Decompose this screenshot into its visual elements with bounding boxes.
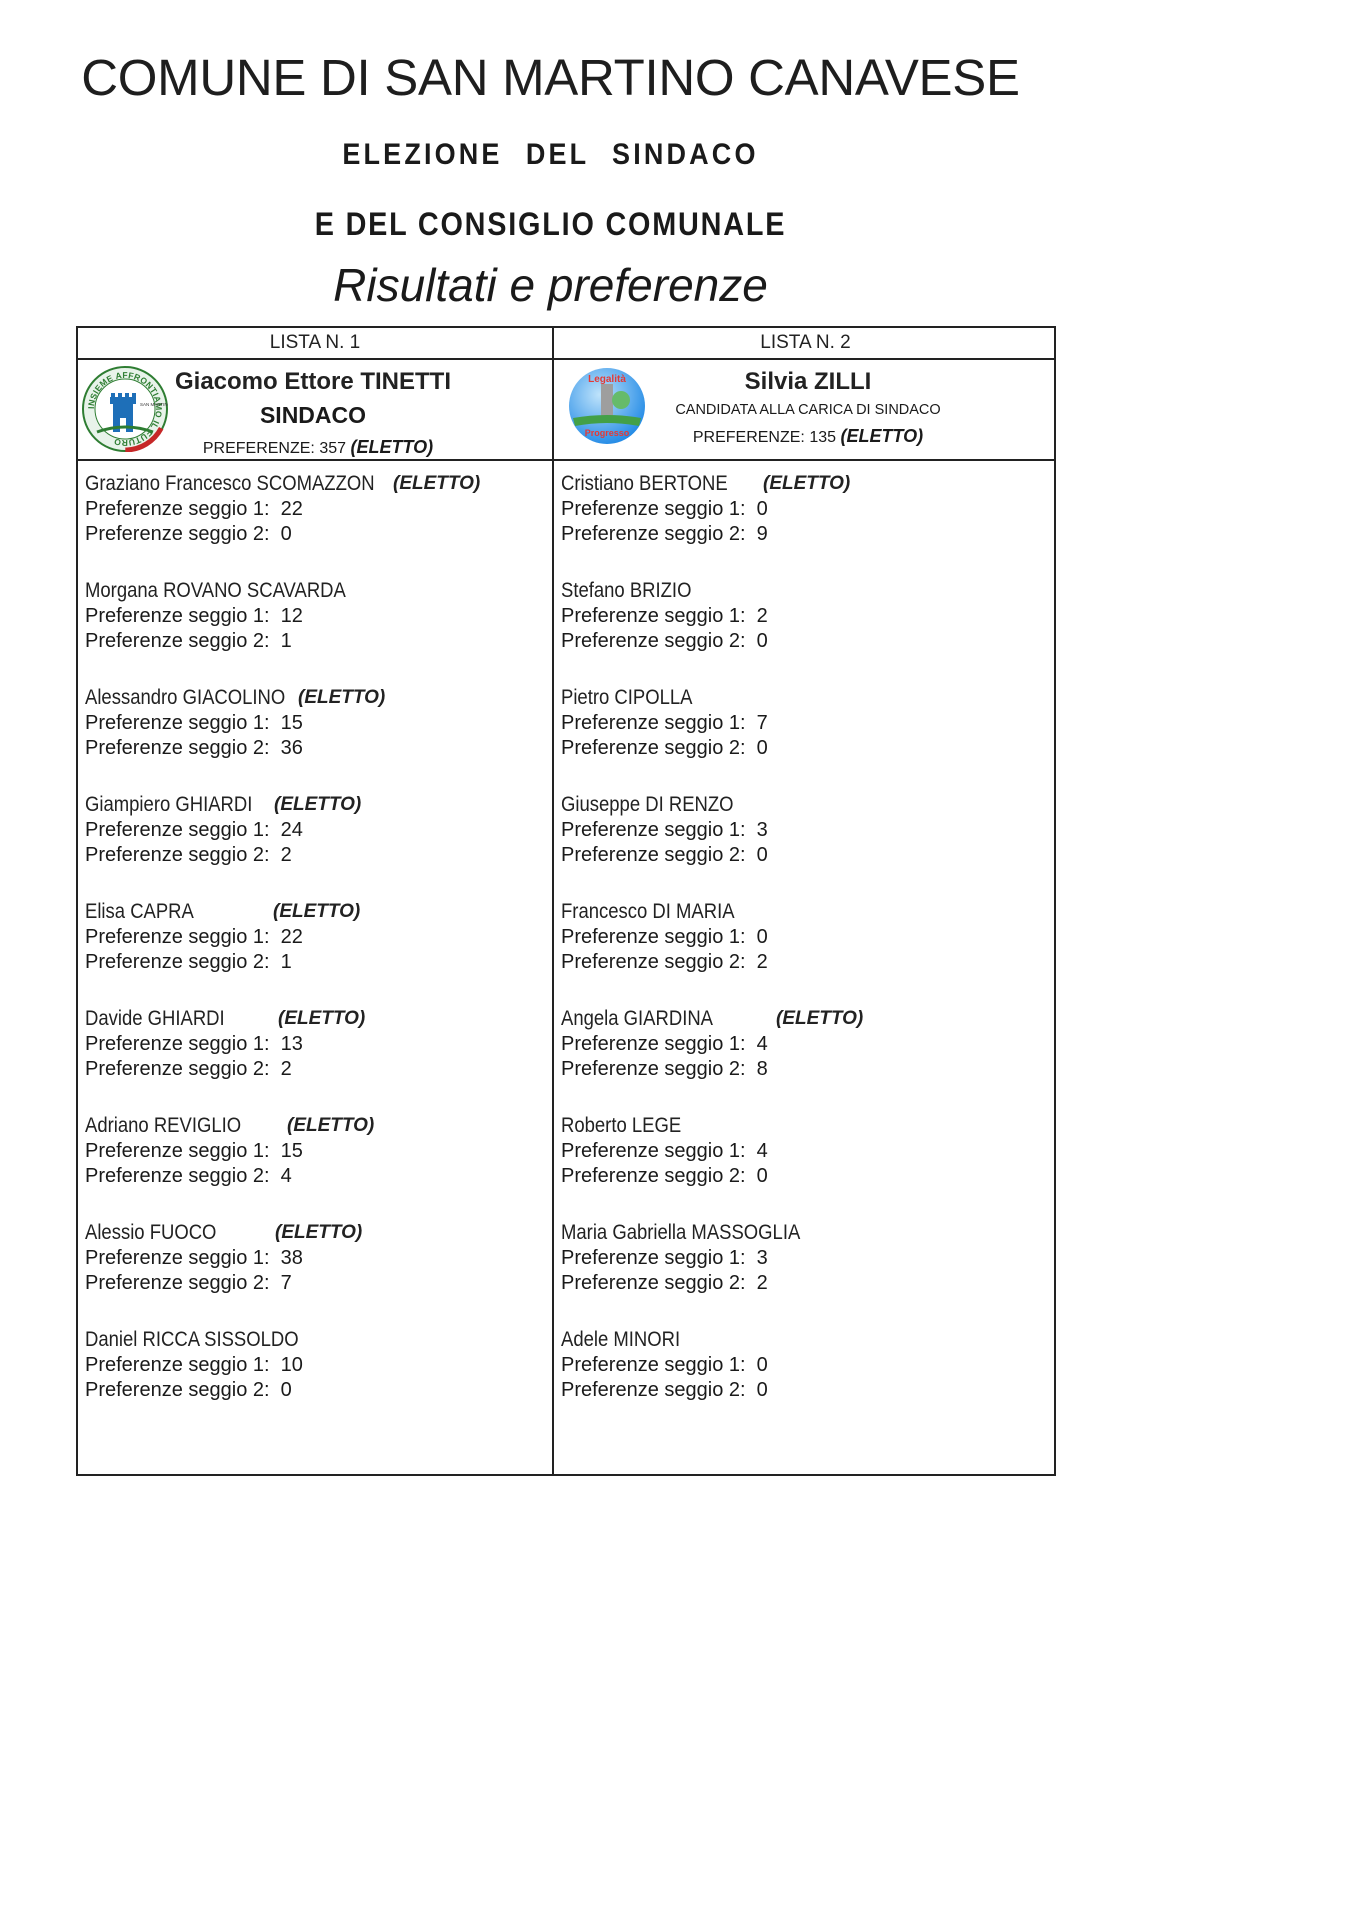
consigliere-entry bbox=[85, 471, 545, 578]
lista-2-preferenze bbox=[663, 426, 953, 447]
consigliere-name: Elisa CAPRA bbox=[85, 900, 194, 923]
consigliere-entry bbox=[85, 1220, 545, 1327]
consigliere-entry bbox=[561, 792, 1051, 899]
eletto-badge: (ELETTO) bbox=[776, 1008, 864, 1029]
consigliere-name-row bbox=[85, 1006, 545, 1032]
legalita-progresso-emblem-icon bbox=[567, 366, 647, 446]
svg-text:Progresso: Progresso bbox=[584, 428, 630, 438]
consigliere-name: Francesco DI MARIA bbox=[561, 900, 735, 923]
preferenze-seggio1: Preferenze seggio 1: 24 bbox=[85, 819, 303, 841]
consigliere-name-row bbox=[561, 792, 1051, 818]
consigliere-name-row bbox=[85, 792, 545, 818]
consigliere-name-row bbox=[561, 899, 1051, 925]
lista-1-preferenze bbox=[198, 437, 438, 458]
preferenze-seggio2: Preferenze seggio 2: 0 bbox=[561, 844, 768, 866]
consigliere-entry bbox=[561, 1006, 1051, 1113]
lista-2-consiglieri bbox=[561, 471, 1051, 1434]
preferenze-seggio1: Preferenze seggio 1: 15 bbox=[85, 1140, 303, 1162]
consigliere-name: Daniel RICCA SISSOLDO bbox=[85, 1328, 299, 1351]
preferenze-seggio1: Preferenze seggio 1: 4 bbox=[561, 1140, 768, 1162]
subtitle-risultati: Risultati e preferenze bbox=[333, 259, 768, 311]
consigliere-name: Roberto LEGE bbox=[561, 1114, 682, 1137]
preferenze-seggio2: Preferenze seggio 2: 1 bbox=[85, 951, 292, 973]
consigliere-name: Giuseppe DI RENZO bbox=[561, 793, 734, 816]
consigliere-entry bbox=[561, 1220, 1051, 1327]
preferenze-seggio2: Preferenze seggio 2: 2 bbox=[561, 1272, 768, 1294]
consigliere-name: Angela GIARDINA bbox=[561, 1007, 714, 1030]
consigliere-name-row bbox=[85, 1220, 545, 1246]
eletto-badge: (ELETTO) bbox=[287, 1115, 375, 1136]
consigliere-entry bbox=[561, 1113, 1051, 1220]
consigliere-name: Adele MINORI bbox=[561, 1328, 681, 1351]
consigliere-entry bbox=[85, 792, 545, 899]
preferenze-value: PREFERENZE: 357 bbox=[202, 440, 347, 457]
consigliere-name: Morgana ROVANO SCAVARDA bbox=[85, 579, 346, 602]
consigliere-name: Alessio FUOCO bbox=[85, 1221, 217, 1244]
svg-text:INSIEME AFFRONTIAMO IL FUTURO: INSIEME AFFRONTIAMO IL FUTURO bbox=[85, 369, 165, 449]
results-table bbox=[76, 326, 1056, 1476]
preferenze-seggio2: Preferenze seggio 2: 0 bbox=[561, 630, 768, 652]
preferenze-seggio1: Preferenze seggio 1: 22 bbox=[85, 498, 303, 520]
preferenze-seggio2: Preferenze seggio 2: 8 bbox=[561, 1058, 768, 1080]
svg-text:SAN MARTINO CANAVESE: SAN MARTIN bbox=[140, 402, 168, 407]
consigliere-entry bbox=[85, 1327, 545, 1434]
consigliere-name-row bbox=[85, 1113, 545, 1139]
lista-2-ruolo: CANDIDATA ALLA CARICA DI SINDACO bbox=[675, 402, 941, 418]
consigliere-entry bbox=[85, 899, 545, 1006]
lista-1-consiglieri bbox=[85, 471, 545, 1434]
lista-2-logo bbox=[567, 366, 647, 446]
consigliere-name-row bbox=[85, 471, 545, 497]
consigliere-name-row bbox=[561, 1220, 1051, 1246]
preferenze-seggio1: Preferenze seggio 1: 3 bbox=[561, 1247, 768, 1269]
consigliere-name-row bbox=[561, 1006, 1051, 1032]
preferenze-value: PREFERENZE: 135 bbox=[692, 429, 837, 446]
consigliere-entry bbox=[561, 899, 1051, 1006]
consigliere-entry bbox=[561, 578, 1051, 685]
preferenze-seggio1: Preferenze seggio 1: 12 bbox=[85, 605, 303, 627]
consigliere-name-row bbox=[561, 471, 1051, 497]
consigliere-name-row bbox=[85, 685, 545, 711]
eletto-badge: (ELETTO) bbox=[298, 687, 386, 708]
preferenze-seggio2: Preferenze seggio 2: 0 bbox=[85, 1379, 292, 1401]
consigliere-name: Pietro CIPOLLA bbox=[561, 686, 693, 709]
preferenze-seggio1: Preferenze seggio 1: 0 bbox=[561, 498, 768, 520]
consigliere-name-row bbox=[561, 1327, 1051, 1353]
consigliere-name: Graziano Francesco SCOMAZZON bbox=[85, 472, 375, 495]
lista-1-logo bbox=[82, 366, 168, 452]
consigliere-name: Stefano BRIZIO bbox=[561, 579, 692, 602]
preferenze-seggio2: Preferenze seggio 2: 0 bbox=[561, 737, 768, 759]
tower-emblem-icon bbox=[82, 366, 168, 452]
lista-1-candidato: Giacomo Ettore TINETTI bbox=[174, 368, 452, 395]
preferenze-seggio2: Preferenze seggio 2: 0 bbox=[561, 1379, 768, 1401]
preferenze-seggio1: Preferenze seggio 1: 10 bbox=[85, 1354, 303, 1376]
lista-1-ruolo: SINDACO bbox=[259, 402, 367, 428]
preferenze-seggio1: Preferenze seggio 1: 0 bbox=[561, 1354, 768, 1376]
preferenze-seggio2: Preferenze seggio 2: 0 bbox=[561, 1165, 768, 1187]
preferenze-seggio1: Preferenze seggio 1: 13 bbox=[85, 1033, 303, 1055]
consigliere-name: Maria Gabriella MASSOGLIA bbox=[561, 1221, 801, 1244]
consigliere-name: Adriano REVIGLIO bbox=[85, 1114, 242, 1137]
preferenze-seggio1: Preferenze seggio 1: 0 bbox=[561, 926, 768, 948]
column-divider bbox=[552, 328, 554, 1474]
consigliere-name-row bbox=[85, 899, 545, 925]
svg-text:Legalità: Legalità bbox=[588, 374, 626, 385]
eletto-badge: (ELETTO) bbox=[763, 473, 851, 494]
eletto-badge: (ELETTO) bbox=[274, 794, 362, 815]
consigliere-name: Alessandro GIACOLINO bbox=[85, 686, 286, 709]
consigliere-name-row bbox=[561, 1113, 1051, 1139]
subtitle-consiglio: E DEL CONSIGLIO COMUNALE bbox=[314, 206, 787, 242]
preferenze-seggio2: Preferenze seggio 2: 2 bbox=[85, 1058, 292, 1080]
preferenze-seggio1: Preferenze seggio 1: 2 bbox=[561, 605, 768, 627]
preferenze-seggio1: Preferenze seggio 1: 7 bbox=[561, 712, 768, 734]
eletto-badge: (ELETTO) bbox=[273, 901, 361, 922]
preferenze-seggio1: Preferenze seggio 1: 22 bbox=[85, 926, 303, 948]
consigliere-name: Davide GHIARDI bbox=[85, 1007, 225, 1030]
preferenze-seggio1: Preferenze seggio 1: 38 bbox=[85, 1247, 303, 1269]
preferenze-seggio2: Preferenze seggio 2: 7 bbox=[85, 1272, 292, 1294]
consigliere-name: Cristiano BERTONE bbox=[561, 472, 728, 495]
preferenze-seggio2: Preferenze seggio 2: 1 bbox=[85, 630, 292, 652]
lista-2-candidato: Silvia ZILLI bbox=[744, 368, 872, 395]
eletto-badge: (ELETTO) bbox=[840, 426, 924, 446]
subtitle-elezione: ELEZIONE DEL SINDACO bbox=[342, 138, 759, 171]
row-divider bbox=[78, 459, 1054, 461]
consigliere-entry bbox=[561, 471, 1051, 578]
consigliere-name-row bbox=[561, 685, 1051, 711]
consigliere-name-row bbox=[85, 1327, 545, 1353]
consigliere-entry bbox=[85, 578, 545, 685]
consigliere-name-row bbox=[561, 578, 1051, 604]
eletto-badge: (ELETTO) bbox=[275, 1222, 363, 1243]
row-divider bbox=[78, 358, 1054, 360]
lista-2-label: LISTA N. 2 bbox=[760, 332, 851, 353]
consigliere-entry bbox=[85, 1113, 545, 1220]
preferenze-seggio1: Preferenze seggio 1: 4 bbox=[561, 1033, 768, 1055]
eletto-badge: (ELETTO) bbox=[350, 437, 434, 457]
eletto-badge: (ELETTO) bbox=[278, 1008, 366, 1029]
preferenze-seggio2: Preferenze seggio 2: 2 bbox=[85, 844, 292, 866]
consigliere-name-row bbox=[85, 578, 545, 604]
preferenze-seggio1: Preferenze seggio 1: 3 bbox=[561, 819, 768, 841]
preferenze-seggio2: Preferenze seggio 2: 9 bbox=[561, 523, 768, 545]
eletto-badge: (ELETTO) bbox=[393, 473, 481, 494]
preferenze-seggio2: Preferenze seggio 2: 0 bbox=[85, 523, 292, 545]
consigliere-entry bbox=[561, 1327, 1051, 1434]
preferenze-seggio2: Preferenze seggio 2: 2 bbox=[561, 951, 768, 973]
consigliere-name: Giampiero GHIARDI bbox=[85, 793, 253, 816]
consigliere-entry bbox=[85, 1006, 545, 1113]
preferenze-seggio2: Preferenze seggio 2: 4 bbox=[85, 1165, 292, 1187]
preferenze-seggio2: Preferenze seggio 2: 36 bbox=[85, 737, 303, 759]
consigliere-entry bbox=[561, 685, 1051, 792]
consigliere-entry bbox=[85, 685, 545, 792]
page-title: COMUNE DI SAN MARTINO CANAVESE bbox=[81, 49, 1020, 106]
preferenze-seggio1: Preferenze seggio 1: 15 bbox=[85, 712, 303, 734]
lista-1-label: LISTA N. 1 bbox=[269, 332, 361, 353]
